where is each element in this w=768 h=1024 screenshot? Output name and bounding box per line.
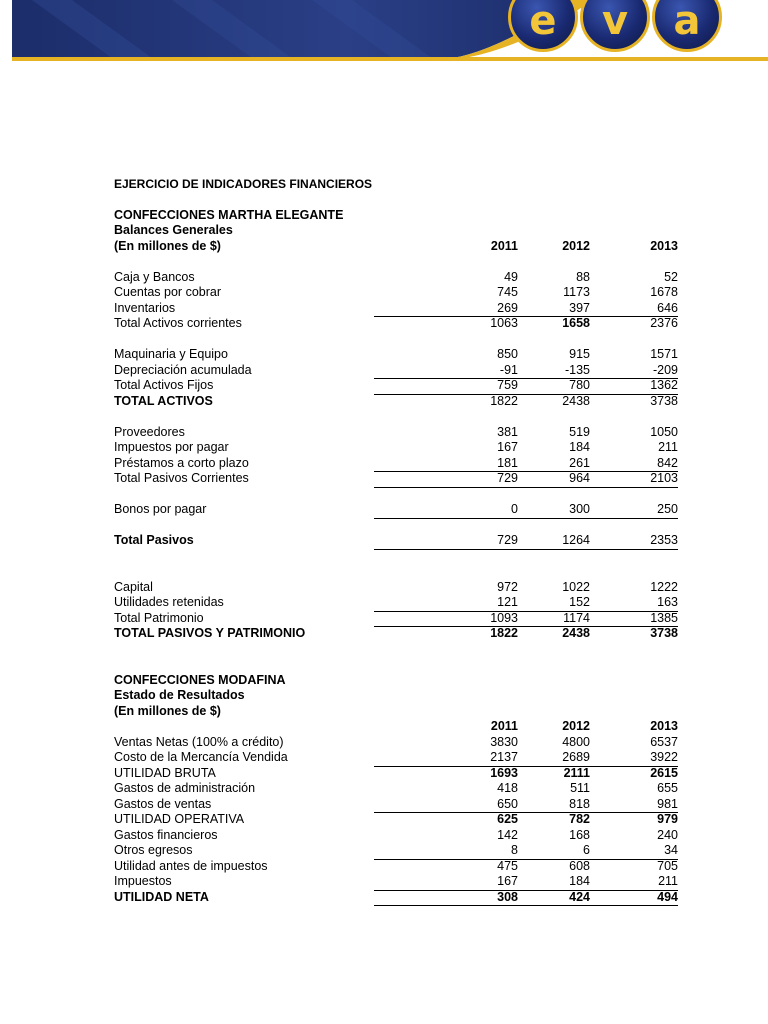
- table-row: TOTAL PASIVOS Y PATRIMONIO 1822 2438 3738: [114, 626, 678, 640]
- table-row: Ventas Netas (100% a crédito) 3830 4800 6537: [114, 734, 678, 749]
- table-row: Total Pasivos Corrientes 729 964 2103: [114, 471, 584, 487]
- table-row: Proveedores 381 519 1050: [114, 424, 678, 439]
- table-row: Gastos financieros 142 168 240: [114, 827, 678, 842]
- doc-title: EJERCICIO DE INDICADORES FINANCIEROS: [114, 177, 373, 191]
- table-row: Otros egresos 8 6 34: [114, 843, 584, 859]
- table-row: Depreciación acumulada -91 -135 -209: [114, 363, 584, 379]
- table-row: Préstamos a corto plazo 181 261 842: [114, 456, 584, 472]
- table-row: Gastos de administración 418 511 655: [114, 781, 678, 795]
- table-row: Gastos de ventas 650 818 981: [114, 797, 584, 813]
- table-row: Costo de la Mercancía Vendida 2137 2689 3922: [114, 750, 584, 766]
- income-company: CONFECCIONES MODAFINA: [114, 672, 286, 687]
- table-row: Caja y Bancos 49 88 52: [114, 269, 678, 284]
- table-row: Total Patrimonio 1093 1174 1385: [114, 611, 584, 627]
- table-row: Total Activos corrientes 1063 1658 2376: [114, 316, 678, 330]
- logo-circle-v: v: [580, 0, 650, 52]
- balance-header-row: (En millones de $) 2011 2012 2013: [114, 238, 678, 253]
- table-row: Maquinaria y Equipo 850 915 1571: [114, 347, 678, 361]
- table-row: UTILIDAD BRUTA 1693 2111 2615: [114, 765, 678, 780]
- balance-subtitle: Balances Generales: [114, 223, 233, 237]
- table-row: Utilidad antes de impuestos 475 608 705: [114, 858, 678, 873]
- table-row: Impuestos 167 184 211: [114, 874, 584, 890]
- table-row: Total Pasivos 729 1264 2353: [114, 533, 584, 549]
- table-row: Utilidades retenidas 121 152 163: [114, 595, 584, 611]
- income-units: (En millones de $): [114, 703, 221, 718]
- table-row: Impuestos por pagar 167 184 211: [114, 440, 678, 454]
- table-row: Total Activos Fijos 759 780 1362: [114, 378, 584, 394]
- document-body: [114, 176, 678, 905]
- table-row: Capital 972 1022 1222: [114, 579, 678, 594]
- table-row: TOTAL ACTIVOS 1822 2438 3738: [114, 393, 678, 408]
- banner-gold-line: [12, 57, 768, 61]
- header-banner: [12, 0, 768, 62]
- balance-company: CONFECCIONES MARTHA ELEGANTE: [114, 207, 344, 222]
- table-row: UTILIDAD NETA 308 424 494: [114, 890, 584, 906]
- logo-circle-e: e: [508, 0, 578, 52]
- table-row: UTILIDAD OPERATIVA 625 782 979: [114, 812, 678, 826]
- table-row: Bonos por pagar 0 300 250: [114, 502, 584, 518]
- table-row: Cuentas por cobrar 745 1173 1678: [114, 285, 678, 299]
- income-subtitle: Estado de Resultados: [114, 688, 245, 702]
- table-row: Inventarios 269 397 646: [114, 301, 584, 317]
- income-header-row: 2011 2012 2013: [490, 719, 678, 733]
- logo-circle-a: a: [652, 0, 722, 52]
